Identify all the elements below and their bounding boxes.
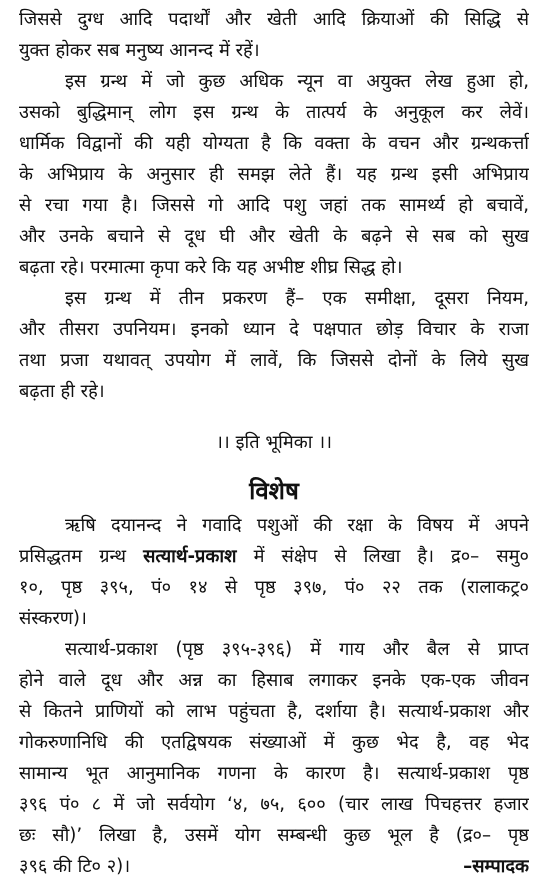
text-line: के अभिप्राय के अनुसार ही समझ लेते हैं। यह ग्रन्थ इसी अभिप्राय	[19, 164, 529, 185]
text-span: ३९६ की टि० २)।	[19, 856, 131, 877]
text-line: संस्करण)।	[19, 608, 87, 629]
text-line: इस ग्रन्थ में जो कुछ अधिक न्यून वा अयुक्त लेख हुआ हो,	[65, 71, 529, 92]
text-line: सत्यार्थ-प्रकाश (पृष्ठ ३९५-३९६) में गाय और बैल से प्राप्त	[65, 639, 529, 660]
text-line: से कितने प्राणियों को लाभ पहुंचता है, दर्शाया है। सत्यार्थ-प्रकाश और	[19, 701, 529, 722]
text-line: युक्त होकर सब मनुष्य आनन्द में रहें।	[19, 40, 260, 61]
text-line: से रचा गया है। जिससे गो आदि पशु जहां तक सामर्थ्य हो बचावें,	[19, 195, 529, 216]
vishesh-paragraph-2	[19, 634, 529, 882]
vishesh-paragraph-1	[19, 510, 529, 634]
text-span: प्रसिद्धतम ग्रन्थ	[19, 546, 144, 567]
bhumika-closing: ।। इति भूमिका ।।	[216, 432, 332, 453]
text-line	[19, 851, 529, 882]
editor-signature: –सम्पादक	[463, 856, 529, 877]
text-line: जिससे दुग्ध आदि पदार्थों और खेती आदि क्रियाओं की सिद्धि से	[19, 9, 529, 30]
document-page	[19, 4, 529, 882]
text-line: ३९६ पं० ८ में जो सर्वयोग ‘४, ७५, ६०० (चार लाख पिचहत्तर हजार	[19, 794, 529, 815]
text-line: होने वाले दूध और अन्न का हिसाब लगाकर इनके एक-एक जीवन	[19, 670, 529, 691]
text-line: धार्मिक विद्वानों की यही योग्यता है कि वक्ता के वचन और ग्रन्थकर्त्ता	[19, 133, 529, 154]
text-line: सामान्य भूत आनुमानिक गणना के कारण है। सत्यार्थ-प्रकाश पृष्ठ	[19, 763, 529, 784]
intro-paragraph-1	[19, 4, 529, 66]
text-line	[19, 541, 529, 572]
intro-paragraph-2	[19, 66, 529, 283]
text-line: और तीसरा उपनियम। इनको ध्यान दे पक्षपात छोड़ विचार के राजा	[19, 319, 529, 340]
text-line: इस ग्रन्थ में तीन प्रकरण हैं– एक समीक्षा, दूसरा नियम,	[65, 288, 529, 309]
section-heading: विशेष	[249, 477, 299, 505]
text-line: तथा प्रजा यथावत् उपयोग में लावें, कि जिससे दोनों के लिये सुख	[19, 350, 529, 371]
text-line: १०, पृष्ठ ३९५, पं० १४ से पृष्ठ ३९७, पं० २२ तक (रालाकट्र०	[19, 577, 529, 598]
text-line: बढ़ता रहे। परमात्मा कृपा करे कि यह अभीष्ट शीघ्र सिद्ध हो।	[19, 257, 403, 278]
text-line: उसको बुद्धिमान् लोग इस ग्रन्थ के तात्पर्य के अनुकूल कर लेवें।	[19, 102, 529, 123]
text-line: गोकरुणानिधि की एतद्विषयक संख्याओं में कुछ भेद है, वह भेद	[19, 732, 529, 753]
text-span: में संक्षेप से लिखा है। द्र०– समु०	[236, 546, 529, 567]
text-line: छः सौ)’ लिखा है, उसमें योग सम्बन्धी कुछ भूल है (द्र०– पृष्ठ	[19, 825, 529, 846]
book-title: सत्यार्थ-प्रकाश	[143, 546, 237, 567]
text-line: ऋषि दयानन्द ने गवादि पशुओं की रक्षा के विषय में अपने	[65, 515, 529, 536]
intro-paragraph-3	[19, 283, 529, 407]
text-line: बढ़ता ही रहे।	[19, 381, 105, 402]
text-line: और उनके बचाने से दूध घी और खेती के बढ़ने से सब को सुख	[19, 226, 529, 247]
